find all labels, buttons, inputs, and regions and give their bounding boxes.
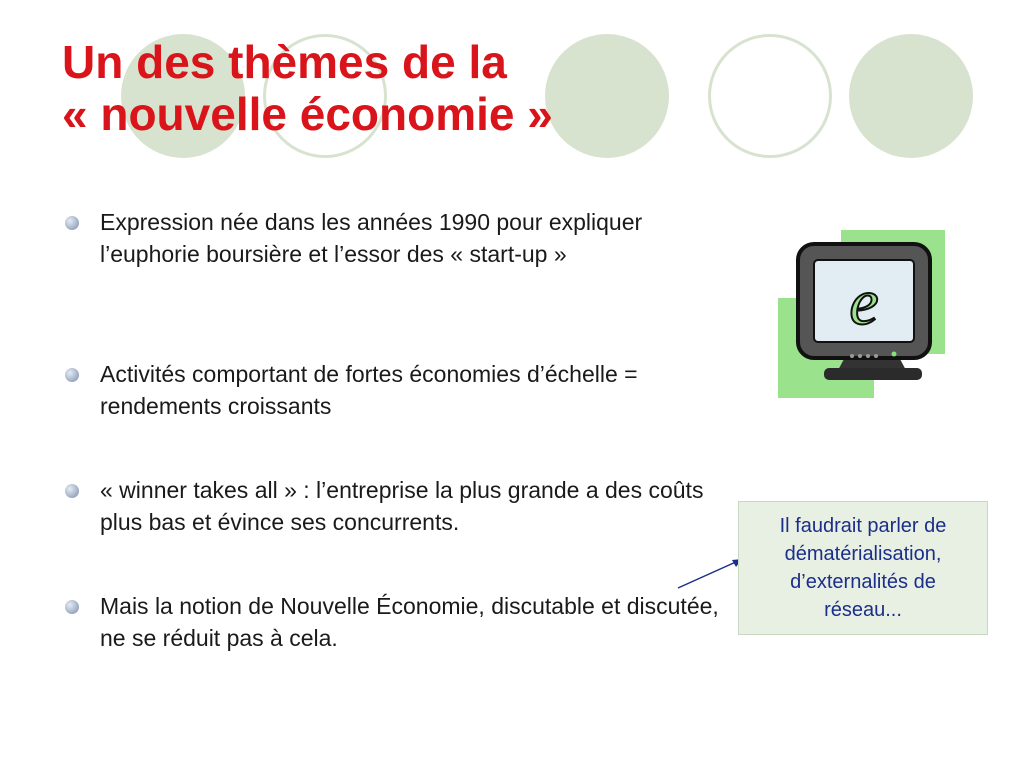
- bullet-text: Expression née dans les années 1990 pour expliquer l’euphorie boursière et l’essor des « start-up »: [100, 209, 643, 267]
- slide-title: [62, 36, 762, 140]
- bullet-item: [62, 590, 732, 654]
- bullet-dot-icon: [65, 216, 79, 230]
- callout-arrow-icon: [676, 555, 746, 591]
- callout-text: Il faudrait parler de dématérialisation, d’externalités de réseau...: [779, 515, 947, 621]
- e-glyph: e: [849, 266, 879, 339]
- decor-circle-filled: [849, 34, 973, 158]
- bullet-item: [62, 206, 732, 270]
- callout-box: [738, 501, 988, 635]
- title-line-1: Un des thèmes de la: [62, 36, 507, 88]
- bullet-item: [62, 474, 732, 538]
- bullet-item: [62, 358, 732, 422]
- bullet-dot-icon: [65, 484, 79, 498]
- bullet-dot-icon: [65, 368, 79, 382]
- bullet-text: Activités comportant de fortes économies d’échelle = rendements croissants: [100, 361, 638, 419]
- title-line-2: « nouvelle économie »: [62, 88, 553, 140]
- bullet-text: Mais la notion de Nouvelle Économie, discutable et discutée, ne se réduit pas à cela.: [100, 593, 719, 651]
- bullet-text: « winner takes all » : l’entreprise la plus grande a des coûts plus bas et évince ses concurrents.: [100, 477, 704, 535]
- bullet-dot-icon: [65, 600, 79, 614]
- computer-monitor-e-icon: [774, 228, 946, 400]
